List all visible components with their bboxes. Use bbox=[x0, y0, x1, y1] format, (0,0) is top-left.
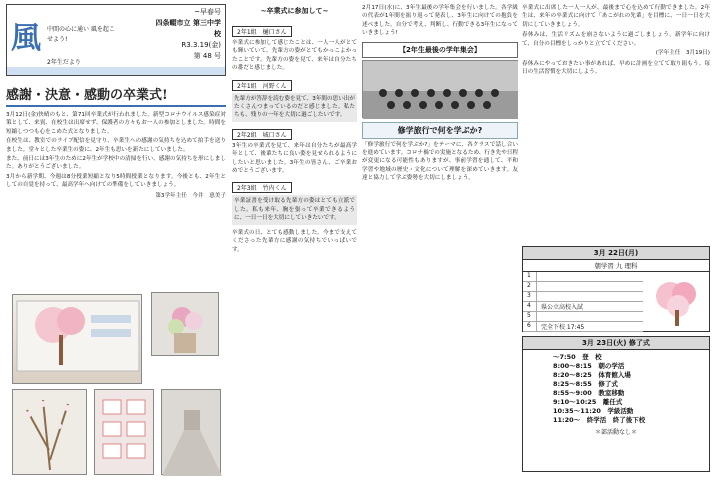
flower-bouquet-icon bbox=[152, 293, 220, 357]
student-label: 2年2組 城口さん bbox=[232, 129, 292, 140]
plum-branch-icon bbox=[13, 390, 88, 476]
right-column bbox=[522, 4, 710, 476]
student-label: 2年1組 河野くん bbox=[232, 80, 292, 91]
message-cards-icon bbox=[95, 390, 155, 476]
hallway-view-icon bbox=[162, 390, 222, 476]
grade-label: 2年生だより bbox=[47, 59, 81, 66]
plan-row: 8:25～8:55 修了式 bbox=[553, 380, 618, 388]
column2-title: ~卒業式に参加して~ bbox=[260, 7, 329, 15]
right-text: 卒業式に出席した一人一人が、最後まで心を込めて行動できました。2年生は、来年の卒業式に向けて「あこがれの先輩」を目標に、一日一日を大切にしていきましょう。 bbox=[522, 5, 710, 28]
feature-title: 修学旅行で何を学ぶか? bbox=[362, 122, 518, 139]
school-name: 四条畷市立 第三中学校 bbox=[155, 19, 221, 38]
schedule-row: 1 bbox=[523, 272, 643, 282]
student-label: 2年3組 竹内くん bbox=[232, 182, 292, 193]
flower-photo bbox=[151, 292, 219, 356]
schedule-row: 6 完全下校 17:45 bbox=[523, 322, 643, 332]
main-headline: 感謝・決意・感動の卒業式! bbox=[6, 84, 226, 107]
assembly-intro: 2月17日(水)に、3年生最後の学年集会を行いました。各学級の代表が1年間を振り返って発表し、3年生に向けての抱負を述べました。自分で考え、判断し、行動できる3年生になっていきましょう! bbox=[362, 5, 518, 37]
masthead-title: 風 bbox=[11, 21, 41, 56]
cherry-tree-drawing bbox=[13, 295, 143, 385]
middle-left-column bbox=[232, 4, 357, 476]
masthead-info bbox=[151, 7, 221, 62]
student-label: 2年1組 樋口さん bbox=[232, 26, 292, 37]
student-comment: 3年生の卒業式を見て、来年は自分たちが最高学年として、後輩たちに良い姿を見せられるようにしたいと思いました。3年生の皆さん、ご卒業おめでとうございます。 bbox=[232, 142, 357, 175]
masthead-subtitle: 中間の心に通い 風を起こせよう! bbox=[47, 26, 115, 43]
article-paragraph: 在校生は、教室でのライブ配信を見守り、卒業生への感謝の気持ちを込めて拍手を送りました。堂々とした卒業生の姿に、2年生も思いを新たにしていました。 bbox=[6, 138, 226, 153]
schedule-row: 3 bbox=[523, 292, 643, 302]
student-comment: 卒業式に参加して感じたことは、一人一人がとても輝いていて、先輩方の姿がとてもかっこよかったことです。先輩方の姿を見て、来年は自分たちの番だと感じました。 bbox=[232, 40, 357, 72]
left-column bbox=[6, 4, 226, 476]
student-comment: 卒業式の日、とても感動しました。今まで支えてくださった先輩方に感謝の気持ちでいっぱいです。 bbox=[232, 229, 357, 253]
students-assembly-icon bbox=[363, 61, 518, 119]
plan-row: 9:10～10:25 離任式 bbox=[553, 398, 623, 406]
schedule-row: 4 県公立高校入試 bbox=[523, 302, 643, 312]
plan-footer: ＊部活動なし＊ bbox=[594, 429, 637, 436]
article-signature: 第3学年主任 今井 恵美子 bbox=[155, 192, 226, 199]
issue-date: R3.3.19(金) bbox=[181, 41, 221, 49]
cherry-blossom-illustration bbox=[643, 272, 709, 332]
issue-tag: ~早春号 bbox=[194, 8, 221, 16]
cherry-tree-icon bbox=[648, 274, 704, 330]
right-signature: (学年主任 3月19日) bbox=[655, 50, 710, 57]
schedule-box-march-22 bbox=[522, 246, 710, 332]
masthead bbox=[6, 4, 226, 76]
ceremony-plan bbox=[523, 350, 709, 436]
plan-row: 11:20～ 終学活 終了後下校 bbox=[553, 416, 646, 424]
article-paragraph: また、前日には3年生のために2年生が学校中の清掃を行い、感謝の気持ちを形にしました。ありがとうございました。 bbox=[6, 156, 226, 171]
middle-right-column bbox=[362, 4, 518, 476]
schedule-row: 2 bbox=[523, 282, 643, 292]
masthead-bar bbox=[7, 67, 225, 75]
schedule-table bbox=[523, 272, 643, 332]
schedule-box-march-23 bbox=[522, 336, 710, 472]
right-text: 春休みは、生活リズムを崩さないように過ごしましょう。新学年に向けて、自分の目標をしっかりと立ててください。 bbox=[522, 32, 710, 47]
plan-row: 10:35～11:20 学級活動 bbox=[553, 407, 634, 415]
main-article-body bbox=[6, 111, 226, 190]
hallway-photo bbox=[161, 389, 221, 475]
assembly-tag: 【2年生最後の学年集会】 bbox=[362, 42, 518, 58]
schedule-header: 3月 22日(月) bbox=[523, 247, 709, 260]
article-paragraph: 3月から新学期、今週は8分授業短縮となり5時間授業となります。今後とも、2年生としての自覚を持って、最高学年へ向けての準備をしていきましょう。 bbox=[6, 173, 226, 189]
plan-row: ～7:50 登 校 bbox=[553, 353, 602, 361]
plan-row: 8:55～9:00 教室移動 bbox=[553, 389, 625, 397]
student-comment: 卒業証書を受け取る先輩方の姿はとても立派でした。私も来年、胸を張って卒業できるように、一日一日を大切にしていきたいです。 bbox=[232, 195, 357, 224]
right-notice: 春休みにやっておきたい事があれば、早めに計画を立てて取り組もう。毎日の生活習慣を大切にしよう。 bbox=[522, 61, 710, 76]
branch-photo bbox=[12, 389, 87, 475]
plan-row: 8:00～8:15 朝の学活 bbox=[553, 362, 625, 370]
schedule-header: 3月 23日(火) 修了式 bbox=[523, 337, 709, 350]
feature-body: 「修学旅行で何を学ぶか?」をテーマに、各クラスで話し合いを進めています。コロナ禍での実施となるため、行き先や日程が変更になる可能性もありますが、事前学習を通して、平和学習や地域の歴史・文化について理解を深めていきます。友達と協力して学ぶ姿勢を大切にしましょう。 bbox=[362, 141, 518, 182]
schedule-row: 5 bbox=[523, 312, 643, 322]
article-paragraph: 3月12日(金)快晴のもと、第71回卒業式が行われました。新型コロナウイルス感染症対策として、来賓、在校生は出席せず、保護者の方々もお一人の参加としました。時間を短縮しつつも心をこめた式となりました。 bbox=[6, 112, 226, 135]
issue-number: 第 48 号 bbox=[193, 52, 221, 60]
plan-row: 8:20～8:25 体育館入場 bbox=[553, 371, 631, 379]
schedule-subheader: 朝学習 九 理科 bbox=[523, 260, 709, 272]
blackboard-art-photo bbox=[12, 294, 142, 384]
assembly-photo bbox=[362, 60, 518, 118]
message-board-photo bbox=[94, 389, 154, 475]
student-comment: 先輩方が答辞を読む姿を見て、3年間の思い出がたくさんつまっているのだと感じました。私たちも、残りの一年を大切に過ごしたいです。 bbox=[232, 93, 357, 122]
